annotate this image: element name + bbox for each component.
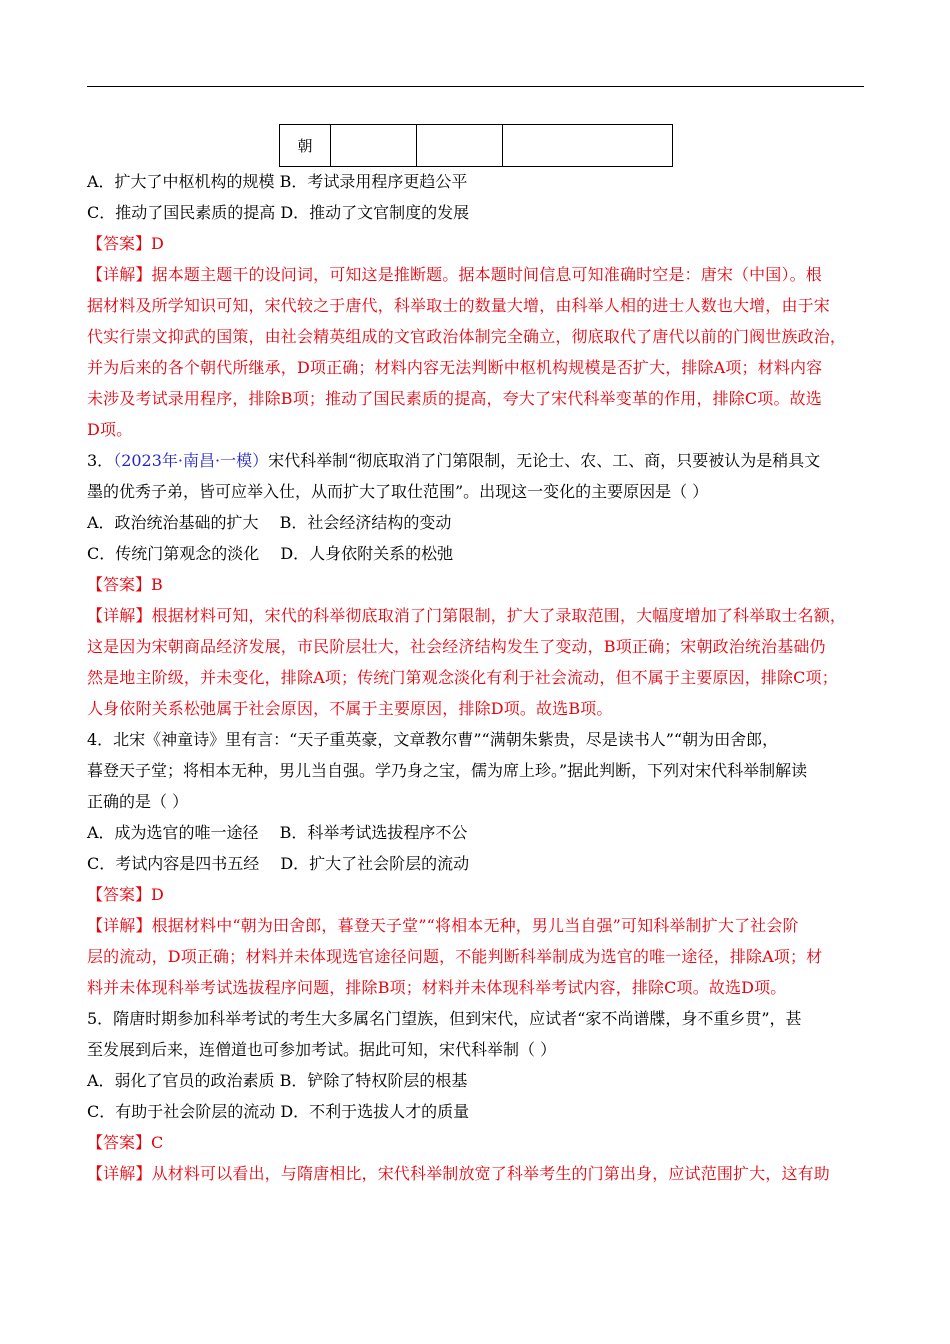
explanation-line: 人身依附关系松弛属于社会原因，不属于主要原因，排除D项。故选B项。 — [87, 699, 613, 718]
explanation-line: D项。 — [87, 420, 133, 439]
q5-stem-line: 5．隋唐时期参加科举考试的考生大多属名门望族，但到宋代，应试者“家不尚谱牒，身不重乡贯”，甚 — [87, 1009, 802, 1028]
q5-options-ab: A．弱化了官员的政治素质 B．铲除了特权阶层的根基 — [87, 1071, 468, 1090]
header-rule — [87, 86, 864, 87]
q2-options-cd: C．推动了国民素质的提高 D．推动了文官制度的发展 — [87, 203, 470, 222]
table-cell: 朝 — [280, 125, 331, 167]
explanation-line: 【详解】根据材料中“朝为田舍郎，暮登天子堂”“将相本无种，男儿当自强”可知科举制扩大了社会阶 — [87, 916, 799, 935]
q3-explanation — [87, 600, 867, 724]
q4-options-ab: A．成为选官的唯一途径 B．科举考试选拔程序不公 — [87, 823, 468, 842]
q4-answer: 【答案】D — [87, 885, 164, 904]
q2-options-ab: A．扩大了中枢机构的规模 B．考试录用程序更趋公平 — [87, 172, 468, 191]
explanation-line: 【详解】从材料可以看出，与隋唐相比，宋代科举制放宽了科举考生的门第出身，应试范围扩大，这有助 — [87, 1164, 830, 1183]
q3-source: （2023年·南昌·一模） — [113, 451, 269, 470]
q3-options-cd: C．传统门第观念的淡化 D．人身依附关系的松弛 — [87, 544, 454, 563]
q3-number: 3． — [87, 451, 114, 470]
q3-options-ab: A．政治统治基础的扩大 B．社会经济结构的变动 — [87, 513, 452, 532]
explanation-line: 然是地主阶级，并未变化，排除A项；传统门第观念淡化有利于社会流动，但不属于主要原因，排除C项； — [87, 668, 838, 687]
q5-explanation — [87, 1158, 867, 1189]
table-cell — [331, 125, 417, 167]
q4-explanation — [87, 910, 867, 1003]
q4-stem-line: 正确的是（ ） — [87, 792, 189, 811]
explanation-line: 这是因为宋朝商品经济发展，市民阶层壮大，社会经济结构发生了变动，B项正确；宋朝政治统治基础仍 — [87, 637, 826, 656]
table-cell — [503, 125, 673, 167]
explanation-line: 并为后来的各个朝代所继承，D项正确；材料内容无法判断中枢机构规模是否扩大，排除A项；材料内容 — [87, 358, 823, 377]
q5-stem-line: 至发展到后来，连僧道也可参加考试。据此可知，宋代科举制（ ） — [87, 1040, 557, 1059]
q2-explanation — [87, 259, 867, 445]
explanation-line: 【详解】根据材料可知，宋代的科举彻底取消了门第限制，扩大了录取范围，大幅度增加了科举取士名额， — [87, 606, 847, 625]
explanation-line: 【详解】据本题主题干的设问词，可知这是推断题。据本题时间信息可知准确时空是：唐宋（中国）。根 — [87, 265, 822, 284]
table-row — [280, 125, 673, 167]
explanation-line: 层的流动，D项正确；材料并未体现选官途径问题，不能判断科举制成为选官的唯一途径，排除A项；材 — [87, 947, 823, 966]
table-cell — [417, 125, 503, 167]
explanation-line: 料并未体现科举考试选拔程序问题，排除B项；材料并未体现科举考试内容，排除C项。故选D项。 — [87, 978, 787, 997]
explanation-line: 代实行崇文抑武的国策，由社会精英组成的文官政治体制完全确立，彻底取代了唐代以前的门阀世族政治， — [87, 327, 847, 346]
q2-answer: 【答案】D — [87, 234, 164, 253]
q4-stem-line: 暮登天子堂；将相本无种，男儿当自强。学乃身之宝，儒为席上珍。”据此判断，下列对宋代科举制解读 — [87, 761, 808, 780]
dynasty-table — [279, 124, 673, 167]
explanation-line: 据材料及所学知识可知，宋代较之于唐代，科举取士的数量大增，由科举人相的进士人数也大增，由于宋 — [87, 296, 830, 315]
q3-stem-line: 墨的优秀子弟，皆可应举入仕，从而扩大了取仕范围”。出现这一变化的主要原因是（ ） — [87, 482, 709, 501]
q4-options-cd: C．考试内容是四书五经 D．扩大了社会阶层的流动 — [87, 854, 470, 873]
q3-stem-line — [87, 445, 867, 476]
q3-answer: 【答案】B — [87, 575, 163, 594]
explanation-line: 未涉及考试录用程序，排除B项；推动了国民素质的提高，夸大了宋代科举变革的作用，排除C项。故选 — [87, 389, 822, 408]
q5-answer: 【答案】C — [87, 1133, 164, 1152]
document-body — [87, 166, 867, 1189]
q4-stem-line: 4．北宋《神童诗》里有言：“天子重英豪，文章教尔曹”“满朝朱紫贵，尽是读书人”“朝为田舍郎， — [87, 730, 779, 749]
q3-stem-text: 宋代科举制“彻底取消了门第限制，无论士、农、工、商，只要被认为是稍具文 — [268, 451, 821, 470]
q5-options-cd: C．有助于社会阶层的流动 D．不利于选拔人才的质量 — [87, 1102, 470, 1121]
